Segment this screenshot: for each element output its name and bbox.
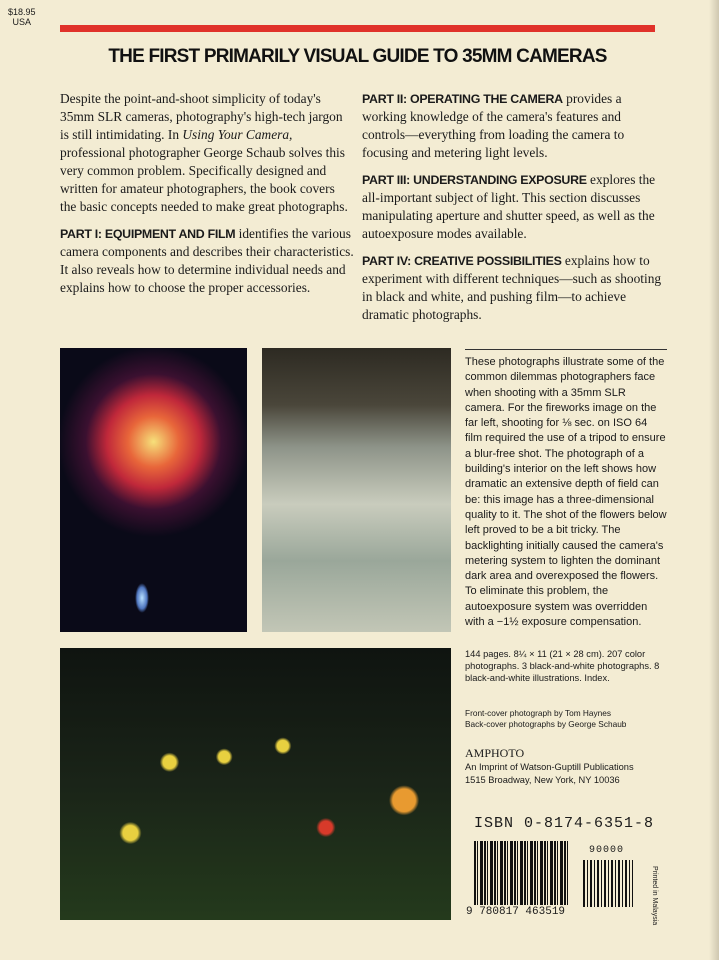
addon-barcode: [583, 860, 633, 907]
price-tag: [8, 7, 36, 27]
tulips-photo: [60, 648, 451, 920]
part-heading: PART I: EQUIPMENT AND FILM: [60, 227, 236, 241]
intro-text: Despite the point-and-shoot simplicity of today's 35mm SLR cameras, photography's high-tech jargon is still intimidating. In: [60, 91, 343, 142]
intro-text: professional photographer George Schaub solves this very common problem. Specifically designed and written for amateur photographers, the book covers the basic concepts needed to make great photographs.: [60, 145, 348, 214]
building-interior-photo: [262, 348, 451, 632]
photo-caption: These photographs illustrate some of the common dilemmas photographers face when shooting with a 35mm SLR camera. For the fireworks image on the far left, shooting for ⅛ sec. on ISO 64 film required the use of a tripod to ensure a blur-free shot. The photograph of a building's interior on the left shows how dramatic an extensive depth of field can be: this image has a three-dimensional quality to it. The shot of the flowers below left proved to be a bit tricky. The backlighting initially caused the camera's metering system to lighten the dominant dark area and overexposed the flowers. To eliminate this problem, the autoexposure system was overridden with a −1½ exposure compensation.: [465, 349, 667, 630]
printed-in: Printed in Malaysia: [651, 866, 658, 926]
right-column: [362, 90, 662, 333]
book-title: Using Your Camera,: [182, 127, 293, 142]
book-specs: 144 pages. 8¼ × 11 (21 × 28 cm). 207 color photographs. 3 black-and-white photographs. 8 black-and-white illustrations. Index.: [465, 649, 660, 684]
part-2: [362, 90, 662, 162]
part-3: [362, 171, 662, 243]
publisher-address: 1515 Broadway, New York, NY 10036: [465, 775, 620, 785]
publisher-imprint: An Imprint of Watson-Guptill Publications: [465, 762, 634, 772]
publisher-info: [465, 761, 634, 787]
part-heading: PART II: OPERATING THE CAMERA: [362, 92, 563, 106]
photo-credits: [465, 708, 670, 730]
part-1: [60, 225, 354, 297]
back-credit: Back-cover photographs by George Schaub: [465, 719, 627, 729]
part-4: [362, 252, 662, 324]
isbn: ISBN 0-8174-6351-8: [474, 815, 655, 832]
addon-number: 90000: [589, 845, 625, 856]
cover-edge: [709, 0, 719, 960]
part-text: explains how to experiment with different techniques—such as shooting in black and white, and pushing film—to achieve dramatic photographs.: [362, 253, 662, 322]
left-column: [60, 90, 354, 306]
intro-paragraph: [60, 90, 354, 216]
fireworks-photo: [60, 348, 247, 632]
part-heading: PART III: UNDERSTANDING EXPOSURE: [362, 173, 587, 187]
front-credit: Front-cover photograph by Tom Haynes: [465, 708, 612, 718]
publisher-name: AMPHOTO: [465, 746, 525, 760]
barcode-number: 9 780817 463519: [466, 906, 566, 918]
red-rule: [60, 25, 655, 32]
barcode: [474, 841, 569, 905]
part-text: provides a working knowledge of the camera's features and controls—everything from loading the camera to focusing and metering light levels.: [362, 91, 625, 160]
price: $18.95: [8, 7, 36, 17]
part-text: identifies the various camera components and describes their characteristics. It also reveals how to determine individual needs and explains how to choose the proper accessories.: [60, 226, 354, 295]
part-text: explores the all-important subject of light. This section discusses manipulating aperture and shutter speed, as well as the autoexposure modes available.: [362, 172, 656, 241]
part-heading: PART IV: CREATIVE POSSIBILITIES: [362, 254, 562, 268]
cover-title: THE FIRST PRIMARILY VISUAL GUIDE TO 35MM CAMERAS: [108, 46, 607, 67]
price-country: USA: [12, 17, 32, 27]
